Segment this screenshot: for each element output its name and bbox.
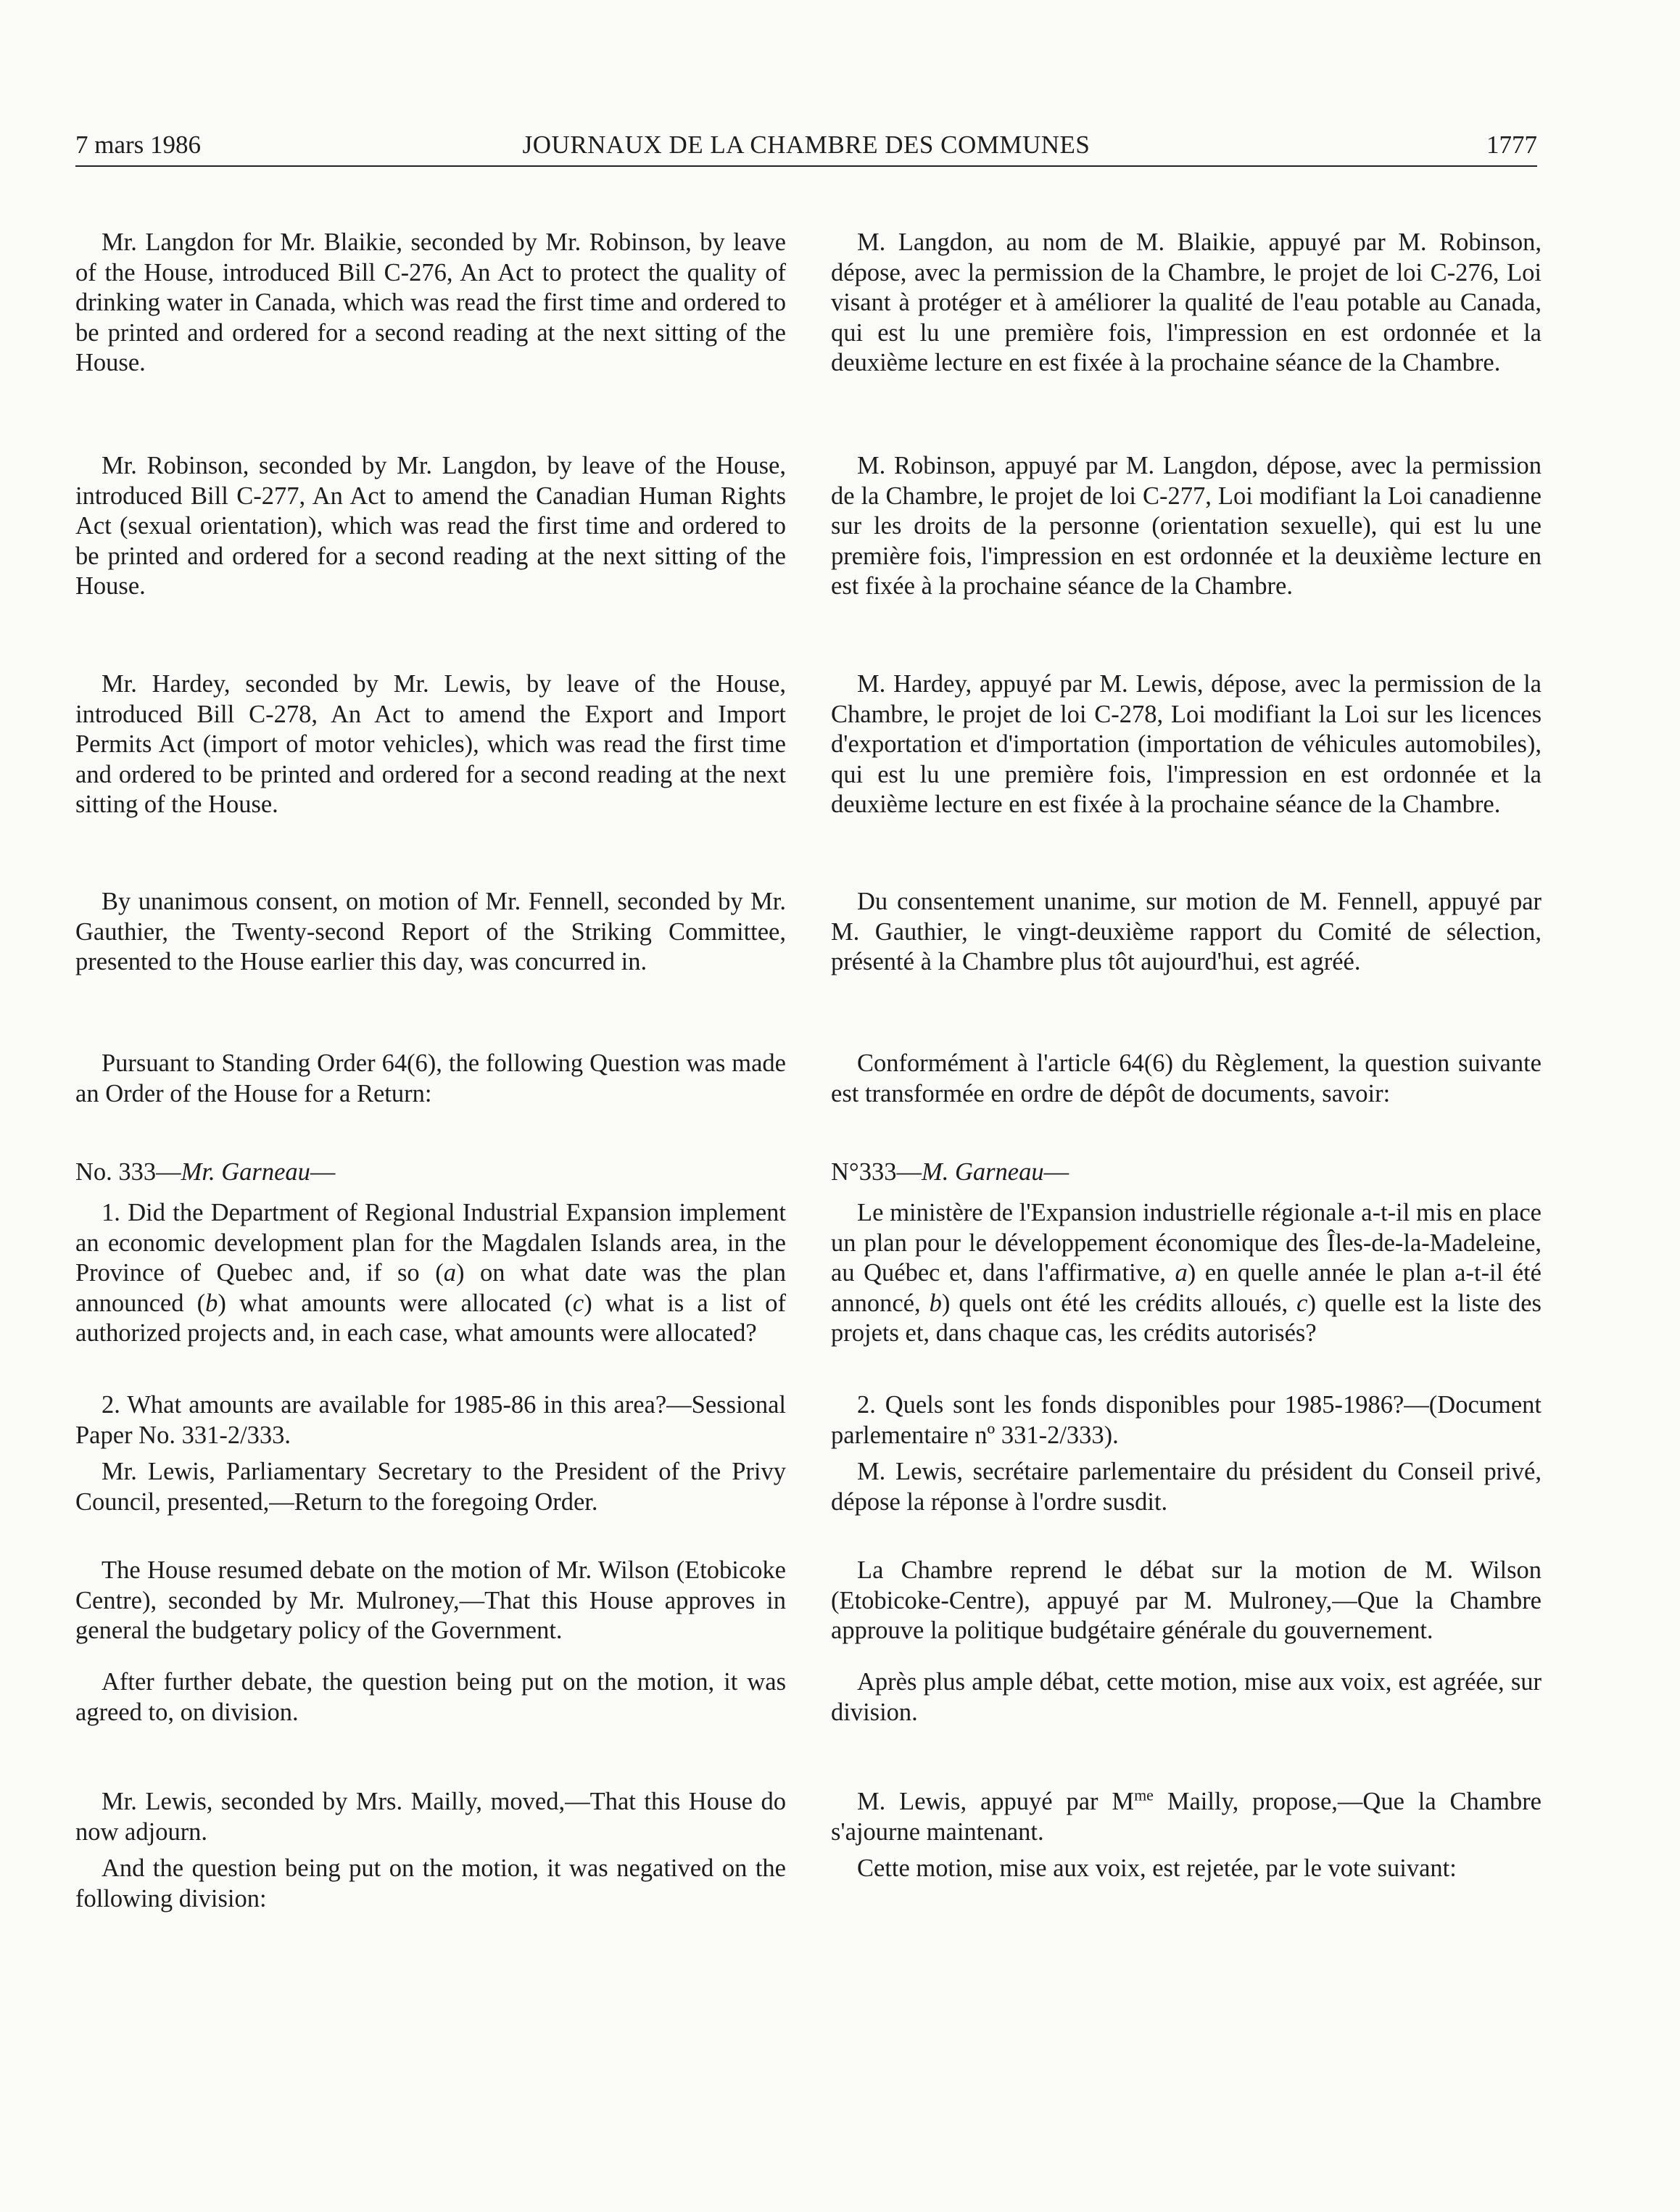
- paragraph-bill-c277-en: Mr. Robinson, seconded by Mr. Langdon, by leave of the House, introduced Bill C-277, An Act to amend the Canadian Human Rights Act (sexual orientation), which was read the first time and ordered to be printed and ordered for a second reading at the next sitting of the House.: [75, 452, 786, 600]
- header-rule: [75, 165, 1537, 167]
- question-heading-fr: N°333—M. Garneau—: [831, 1158, 1069, 1186]
- paragraph-bill-c276-fr: M. Langdon, au nom de M. Blaikie, appuyé par M. Robinson, dépose, avec la permission de la Chambre, le projet de loi C-276, Loi visant à protéger et à améliorer la qualité de l'eau potable au Canada, qui est lu une première fois, l'impression en est ordonnée et la deuxième lecture en est fixée à la prochaine séance de la Chambre.: [831, 228, 1542, 376]
- paragraph-standing-order-en: Pursuant to Standing Order 64(6), the following Question was made an Order of the House for a Return:: [75, 1049, 786, 1107]
- paragraph-bill-c277-fr: M. Robinson, appuyé par M. Langdon, dépose, avec la permission de la Chambre, le projet de loi C-277, Loi modifiant la Loi canadienne sur les droits de la personne (orientation sexuelle), qui est lu une première fois, l'impression en est ordonnée et la deuxième lecture en est fixée à la prochaine séance de la Chambre.: [831, 452, 1542, 600]
- paragraph-standing-order-fr: Conformément à l'article 64(6) du Règlement, la question suivante est transformée en ordre de dépôt de documents, savoir:: [831, 1049, 1542, 1107]
- return-presented-en: Mr. Lewis, Parliamentary Secretary to the President of the Privy Council, presented,—Return to the foregoing Order.: [75, 1458, 786, 1516]
- question-part-2-fr: 2. Quels sont les fonds disponibles pour 1985-1986?—(Document parlementaire nº 331-2/333).: [831, 1391, 1542, 1449]
- division-fr: Cette motion, mise aux voix, est rejetée, par le vote suivant:: [857, 1854, 1457, 1882]
- motion-agreed-fr: Après plus ample débat, cette motion, mise aux voix, est agréée, sur division.: [831, 1668, 1542, 1726]
- page-number: 1777: [1486, 131, 1537, 159]
- division-en: And the question being put on the motion, it was negatived on the following division:: [75, 1854, 786, 1912]
- adjourn-motion-fr: M. Lewis, appuyé par $M^{me}$ Mailly, propose,—Que la Chambre s'ajourne maintenant.: [831, 1786, 1542, 1846]
- paragraph-striking-committee-en: By unanimous consent, on motion of Mr. Fennell, seconded by Mr. Gauthier, the Twenty-second Report of the Striking Committee, presented to the House earlier this day, was concurred in.: [75, 888, 786, 975]
- question-part-1-en: 1. Did the Department of Regional Industrial Expansion implement an economic development plan for the Magdalen Islands area, in the Province of Quebec and, if so (a) on what date was the plan announced (b) what amounts were allocated (c) what is a list of authorized projects and, in each case, what amounts were allocated?: [75, 1199, 786, 1347]
- budget-debate-fr: La Chambre reprend le débat sur la motion de M. Wilson (Etobicoke-Centre), appuyé par M. Mulroney,—Que la Chambre approuve la politique budgétaire générale du gouvernement.: [831, 1556, 1542, 1644]
- page-header: [75, 125, 1537, 165]
- header-date: 7 mars 1986: [75, 131, 202, 159]
- return-presented-fr: M. Lewis, secrétaire parlementaire du président du Conseil privé, dépose la réponse à l'ordre susdit.: [831, 1458, 1542, 1516]
- paragraph-bill-c278-en: Mr. Hardey, seconded by Mr. Lewis, by leave of the House, introduced Bill C-278, An Act to amend the Export and Import Permits Act (import of motor vehicles), which was read the first time and ordered to be printed and ordered for a second reading at the next sitting of the House.: [75, 670, 786, 818]
- journal-title: JOURNAUX DE LA CHAMBRE DES COMMUNES: [522, 131, 1091, 159]
- paragraph-bill-c278-fr: M. Hardey, appuyé par M. Lewis, dépose, avec la permission de la Chambre, le projet de loi C-278, Loi modifiant la Loi sur les licences d'exportation et d'importation (importation de véhicules automobiles), qui est lu une première fois, l'impression en est ordonnée et la deuxième lecture en est fixée à la prochaine séance de la Chambre.: [831, 670, 1542, 818]
- budget-debate-en: The House resumed debate on the motion of Mr. Wilson (Etobicoke Centre), seconded by Mr. Mulroney,—That this House approves in general the budgetary policy of the Government.: [75, 1556, 786, 1644]
- question-part-2-en: 2. What amounts are available for 1985-86 in this area?—Sessional Paper No. 331-2/333.: [75, 1391, 786, 1449]
- paragraph-striking-committee-fr: Du consentement unanime, sur motion de M. Fennell, appuyé par M. Gauthier, le vingt-deuxième rapport du Comité de sélection, présenté à la Chambre plus tôt aujourd'hui, est agréé.: [831, 888, 1542, 975]
- question-heading-en: No. 333—Mr. Garneau—: [75, 1158, 336, 1186]
- adjourn-motion-en: Mr. Lewis, seconded by Mrs. Mailly, moved,—That this House do now adjourn.: [75, 1788, 786, 1846]
- paragraph-bill-c276-en: Mr. Langdon for Mr. Blaikie, seconded by Mr. Robinson, by leave of the House, introduced Bill C-276, An Act to protect the quality of drinking water in Canada, which was read the first time and ordered to be printed and ordered for a second reading at the next sitting of the House.: [75, 228, 786, 376]
- question-part-1-fr: Le ministère de l'Expansion industrielle régionale a-t-il mis en place un plan pour le développement économique des Îles-de-la-Madeleine, au Québec et, dans l'affirmative, a) en quelle année le plan a-t-il été annoncé, b) quels ont été les crédits alloués, c) quelle est la liste des projets et, dans chaque cas, les crédits autorisés?: [831, 1199, 1542, 1347]
- motion-agreed-en: After further debate, the question being put on the motion, it was agreed to, on division.: [75, 1668, 786, 1726]
